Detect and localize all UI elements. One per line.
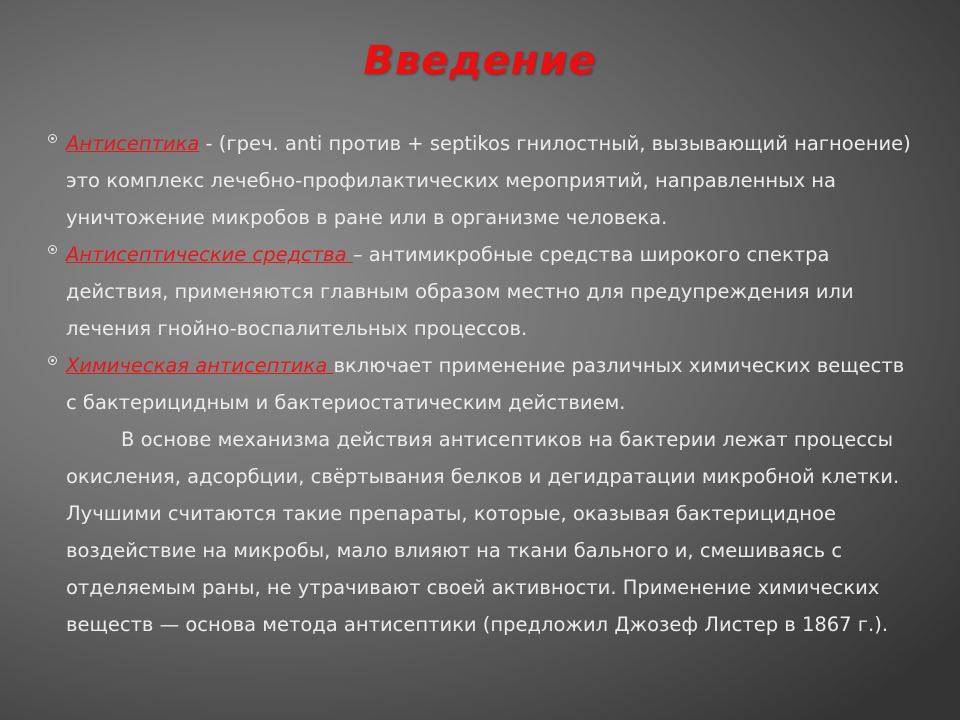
mechanism-paragraph: В основе механизма действия антисептиков на бактерии лежат процессы окисления, адсорбции, свёртывания белков и дегидратации микробной клетки. Лучшими считаются такие препараты, которые, оказывая бактерицидное воздействие на микробы, мало влияют на ткани бального и, смешиваясь с отделяемым раны, не утрачивают своей активности. Применение химических веществ — основа метода антисептики (предложил Джозеф Листер в 1867 г.). (66, 428, 900, 636)
bullet-icon (48, 245, 57, 254)
slide-content (48, 125, 918, 643)
term-chemical-antiseptic: Химическая антисептика (66, 354, 334, 377)
term-antiseptic: Антисептика (66, 132, 200, 155)
bullet-icon (48, 356, 57, 365)
definition-antiseptic-agents: – антимикробные средства широкого спектра действия, применяются главным образом местно для предупреждения или лечения гнойно-воспалительных процессов. (66, 243, 854, 340)
definition-chemical-antiseptic: включает применение различных химических веществ с бактерицидным и бактериостатическим действием. (66, 354, 905, 414)
definition-antiseptic: - (греч. anti против + septikos гнилостный, вызывающий нагноение) это комплекс лечебно-профилактических мероприятий, направленных на уничтожение микробов в ране или в организме человека. (66, 132, 911, 229)
bullet-icon (48, 134, 57, 143)
term-antiseptic-agents: Антисептические средства (66, 243, 353, 266)
bullet-item-chemical-antiseptic (48, 347, 918, 421)
bullet-item-antiseptic-agents (48, 236, 918, 347)
bullet-item-antiseptic (48, 125, 918, 236)
slide-title: Введение (363, 38, 597, 84)
